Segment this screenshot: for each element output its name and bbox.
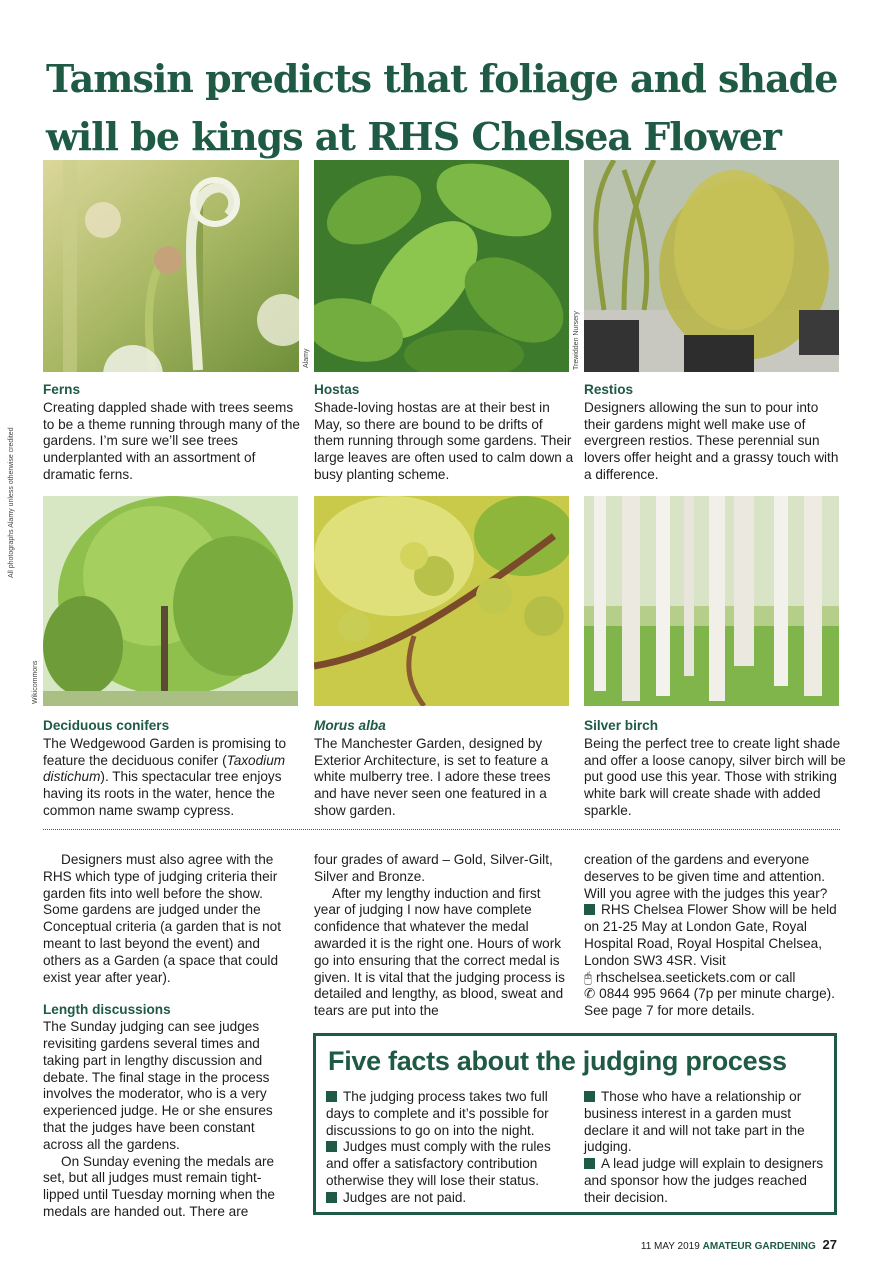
fact-column-right — [584, 1089, 824, 1207]
bullet-square-icon — [326, 1141, 337, 1152]
plant-deciduous-conifers — [43, 718, 305, 820]
fact-item: Those who have a relationship or business interest in a garden must declare it and will not take part in the judging. — [584, 1089, 805, 1155]
website-line — [584, 970, 840, 987]
article-paragraph: After my lengthy induction and first year of judging I now have complete confidence that whatever the medal awarded it is the right one. Hours of work go into ensuring that the correct medal is given. It is vital that the judging process is detailed and lengthy, as blood, sweat and tears are put into the — [314, 885, 565, 1019]
plant-title: Silver birch — [584, 718, 659, 733]
plant-text: The Manchester Garden, designed by Exterior Architecture, is set to feature a white mulberry tree. I adore these trees and have never seen one featured in a show garden. — [314, 735, 551, 818]
deciduous-conifer-photo — [43, 496, 298, 706]
plant-ferns — [43, 382, 305, 484]
fact-item: Judges are not paid. — [326, 1190, 566, 1207]
plant-title: Morus alba — [314, 718, 386, 733]
article-paragraph: Designers must also agree with the RHS which type of judging criteria their garden fits into well before the show. Some gardens are judged under the Conceptual criteria (a garden that is not meant to last beyond the event) and others as a Garden (a space that could exist year after year). — [43, 852, 282, 985]
article-paragraph: four grades of award – Gold, Silver-Gilt, Silver and Bronze. — [314, 852, 553, 884]
restios-photo — [584, 160, 839, 372]
article-column-3 — [584, 852, 840, 1020]
plant-text: Designers allowing the sun to pour into their gardens might well make use of evergreen restios. These perennial sun lovers offer height and a grassy touch with a difference. — [584, 399, 839, 482]
plant-text: The Wedgewood Garden is promising to feature the deciduous conifer (Taxodium distichum). This spectacular tree enjoys having its roots in the water, hence the common name swamp cypress. — [43, 735, 287, 818]
photo-credit-alamy: Alamy — [303, 348, 310, 368]
website-link[interactable]: rhschelsea.seetickets.com or call — [595, 969, 796, 985]
plant-text: Being the perfect tree to create light shade and offer a loose canopy, silver birch will be put good use this year. Those with striking white bark will create shade with added sparkle. — [584, 735, 846, 818]
plant-title: Ferns — [43, 382, 81, 397]
photo-credit-trewidden: Trewidden Nursery — [573, 311, 580, 370]
bullet-square-icon — [326, 1192, 337, 1203]
plant-restios — [584, 382, 846, 484]
issue-date: 11 MAY 2019 — [640, 1241, 700, 1252]
article-paragraph: The Sunday judging can see judges revisiting gardens several times and taking part in lengthy discussion and debate. The final stage in the process involves the moderator, who is a very experienced judge. He or she ensures that the judges have been constant across all the gardens. — [43, 1019, 273, 1152]
article-subhead: Length discussions — [43, 1002, 171, 1018]
article-column-1 — [43, 852, 293, 1221]
headline: Tamsin predicts that foliage and shade will be kings at RHS Chelsea Flower — [46, 56, 838, 159]
article-paragraph: On Sunday evening the medals are set, but all judges must remain tight-lipped until Tuesday morning when the medals are handed out. There are — [43, 1153, 275, 1219]
fact-box-title: Five facts about the judging process — [328, 1046, 787, 1076]
fact-column-left — [326, 1089, 566, 1207]
plant-hostas — [314, 382, 576, 484]
photo-credit-wikicommons: Wikicommons — [32, 660, 39, 704]
phone-icon: ✆ — [584, 986, 596, 1002]
show-info: RHS Chelsea Flower Show will be held on 21-25 May at London Gate, Royal Hospital Road, Royal Hospital Chelsea, London SW3 4SR. Visit — [584, 902, 837, 968]
mouse-icon: 🖰 — [584, 969, 593, 985]
bullet-square-icon — [584, 904, 595, 915]
page-footer — [641, 1237, 837, 1252]
fact-item: Judges must comply with the rules and offer a satisfactory contribution otherwise they will lose their status. — [326, 1139, 551, 1188]
plant-title: Hostas — [314, 382, 360, 397]
fact-item: The judging process takes two full days to complete and it’s possible for discussions to go on into the night. — [326, 1089, 549, 1138]
phone-line: ✆ 0844 995 9664 (7p per minute charge). See page 7 for more details. — [584, 986, 835, 1019]
fact-item: A lead judge will explain to designers and sponsor how the judges reached their decision. — [584, 1156, 824, 1205]
plant-title: Deciduous conifers — [43, 718, 170, 733]
plant-text: Creating dappled shade with trees seems to be a theme running through many of the gardens. I’m sure we’ll see trees underplanted with an assortment of dramatic ferns. — [43, 399, 300, 482]
plant-morus-alba — [314, 718, 576, 820]
ferns-photo — [43, 160, 299, 372]
magazine-name: AMATEUR GARDENING — [702, 1241, 816, 1252]
bullet-square-icon — [584, 1091, 595, 1102]
page-number: 27 — [822, 1237, 837, 1252]
plant-text: Shade-loving hostas are at their best in May, so there are bound to be drifts of them running through some gardens. Their large leaves are often used to calm down a busy planting scheme. — [314, 399, 574, 482]
silver-birch-photo — [584, 496, 839, 706]
article-column-2 — [314, 852, 570, 1020]
photo-credit-side: All photographs Alamy unless otherwise credited — [8, 427, 15, 578]
bullet-square-icon — [584, 1158, 595, 1169]
dotted-divider — [43, 829, 840, 830]
fact-box — [313, 1033, 837, 1215]
article-paragraph: creation of the gardens and everyone deserves to be given time and attention. Will you agree with the judges this year? — [584, 852, 828, 901]
hostas-photo — [314, 160, 569, 372]
bullet-square-icon — [326, 1091, 337, 1102]
plant-title: Restios — [584, 382, 634, 397]
plant-silver-birch — [584, 718, 846, 820]
morus-alba-photo — [314, 496, 569, 706]
